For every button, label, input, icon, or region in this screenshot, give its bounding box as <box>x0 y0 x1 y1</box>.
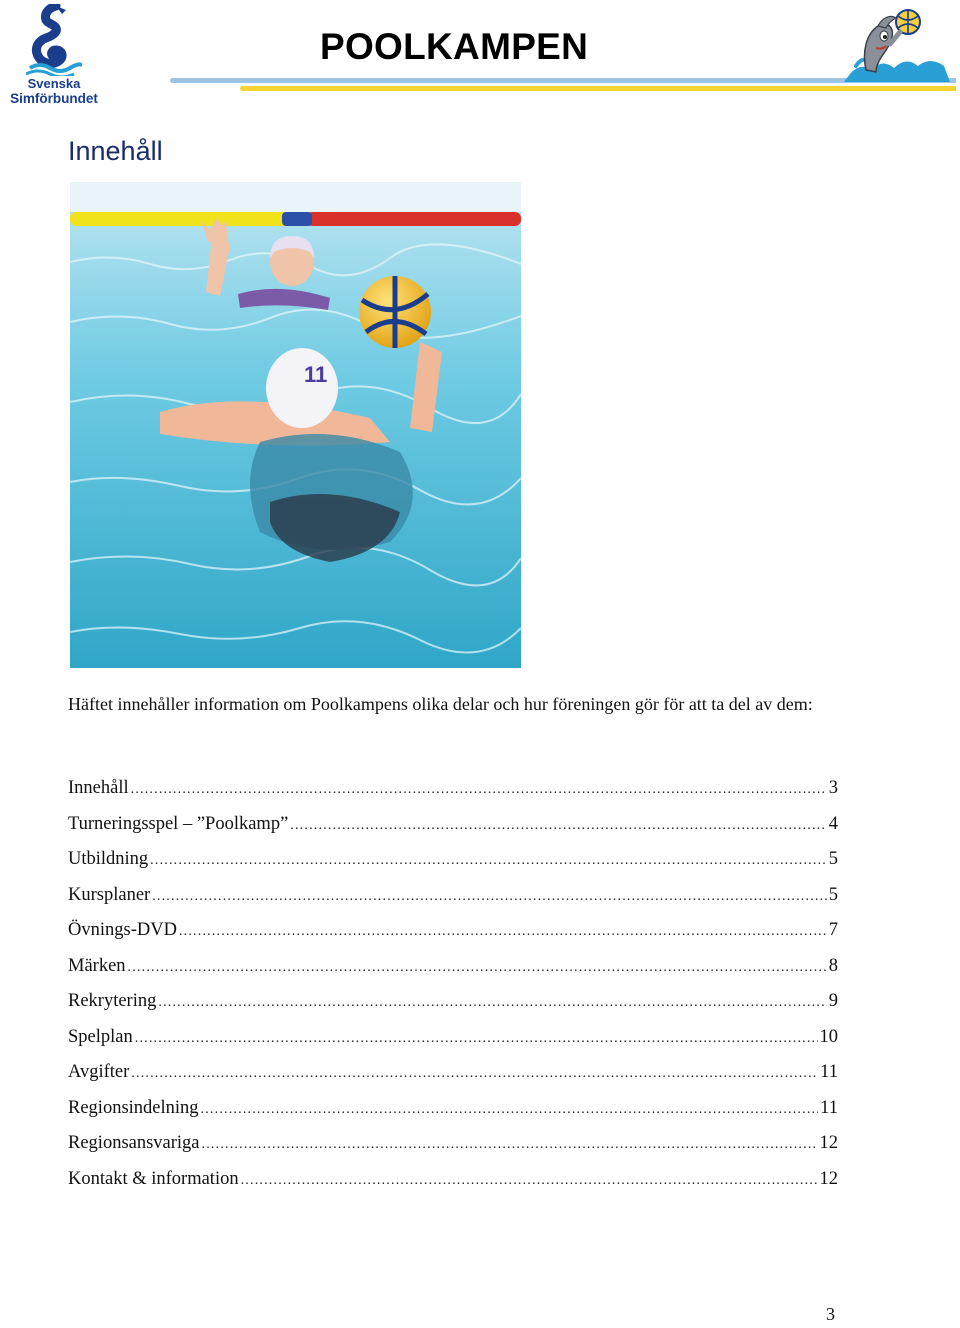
dolphin-waterpolo-logo-icon <box>836 4 956 84</box>
toc-entry-page: 4 <box>828 813 838 834</box>
toc-dot-leader <box>201 1102 819 1118</box>
logo-text-line2: Simförbundet <box>10 91 98 106</box>
toc-entry-label: Märken <box>68 955 126 976</box>
toc-entry[interactable] <box>68 1133 838 1169</box>
toc-dot-leader <box>128 960 827 976</box>
svenska-simforbundet-logo <box>4 4 104 108</box>
page-header <box>0 0 960 110</box>
toc-entry-label: Innehåll <box>68 778 129 798</box>
toc-entry-label: Rekrytering <box>68 991 157 1011</box>
toc-dot-leader <box>135 1031 818 1047</box>
toc-dot-leader <box>131 1066 818 1082</box>
svg-text:11: 11 <box>304 362 328 387</box>
toc-entry-page: 12 <box>819 1133 838 1153</box>
toc-entry[interactable] <box>68 778 838 814</box>
toc-entry-label: Utbildning <box>68 849 149 869</box>
toc-entry-page: 11 <box>820 1097 838 1118</box>
toc-entry-page: 12 <box>819 1168 838 1189</box>
toc-entry[interactable] <box>68 1098 838 1134</box>
toc-entry-page: 10 <box>819 1026 838 1047</box>
toc-dot-leader <box>241 1173 818 1189</box>
toc-entry-label: Kontakt & information <box>68 1168 239 1189</box>
poolkampen-mascot-logo <box>836 4 956 89</box>
toc-entry[interactable] <box>68 849 838 885</box>
toc-entry-page: 11 <box>820 1062 838 1082</box>
logo-text-line1: Svenska <box>27 76 81 91</box>
toc-entry-label: Kursplaner <box>68 884 151 905</box>
toc-entry[interactable] <box>68 885 838 921</box>
toc-entry[interactable] <box>68 814 838 850</box>
intro-paragraph: Häftet innehåller information om Poolkampens olika delar och hur föreningen gör för att ta del av dem: <box>68 694 813 714</box>
toc-entry[interactable] <box>68 1169 838 1205</box>
toc-entry-page: 9 <box>828 991 838 1011</box>
toc-dot-leader <box>202 1137 818 1153</box>
toc-entry-label: Övnings-DVD <box>68 920 177 940</box>
page-number: 3 <box>826 1304 835 1324</box>
toc-dot-leader <box>150 853 827 869</box>
seahorse-logo-icon <box>26 4 82 76</box>
toc-entry[interactable] <box>68 991 838 1027</box>
toc-entry-label: Regionsansvariga <box>68 1133 200 1153</box>
page-title: POOLKAMPEN <box>320 26 589 67</box>
toc-entry-label: Turneringsspel – ”Poolkamp” <box>68 813 289 834</box>
toc-dot-leader <box>290 818 826 834</box>
toc-entry-page: 8 <box>828 955 838 976</box>
toc-entry-label: Regionsindelning <box>68 1097 199 1118</box>
toc-dot-leader <box>158 995 826 1011</box>
section-heading: Innehåll <box>68 136 163 166</box>
table-of-contents <box>68 778 838 1204</box>
ball <box>359 276 431 348</box>
toc-entry[interactable] <box>68 920 838 956</box>
toc-entry-label: Avgifter <box>68 1062 130 1082</box>
toc-entry[interactable] <box>68 956 838 992</box>
toc-entry-page: 3 <box>828 778 838 798</box>
toc-entry[interactable] <box>68 1027 838 1063</box>
water-polo-photo <box>70 182 521 668</box>
toc-entry-page: 5 <box>828 884 838 905</box>
toc-entry-page: 5 <box>828 849 838 869</box>
toc-entry[interactable] <box>68 1062 838 1098</box>
toc-entry-label: Spelplan <box>68 1026 133 1047</box>
toc-dot-leader <box>152 889 827 905</box>
toc-dot-leader <box>179 924 827 940</box>
toc-entry-page: 7 <box>828 920 838 940</box>
toc-dot-leader <box>131 782 827 798</box>
